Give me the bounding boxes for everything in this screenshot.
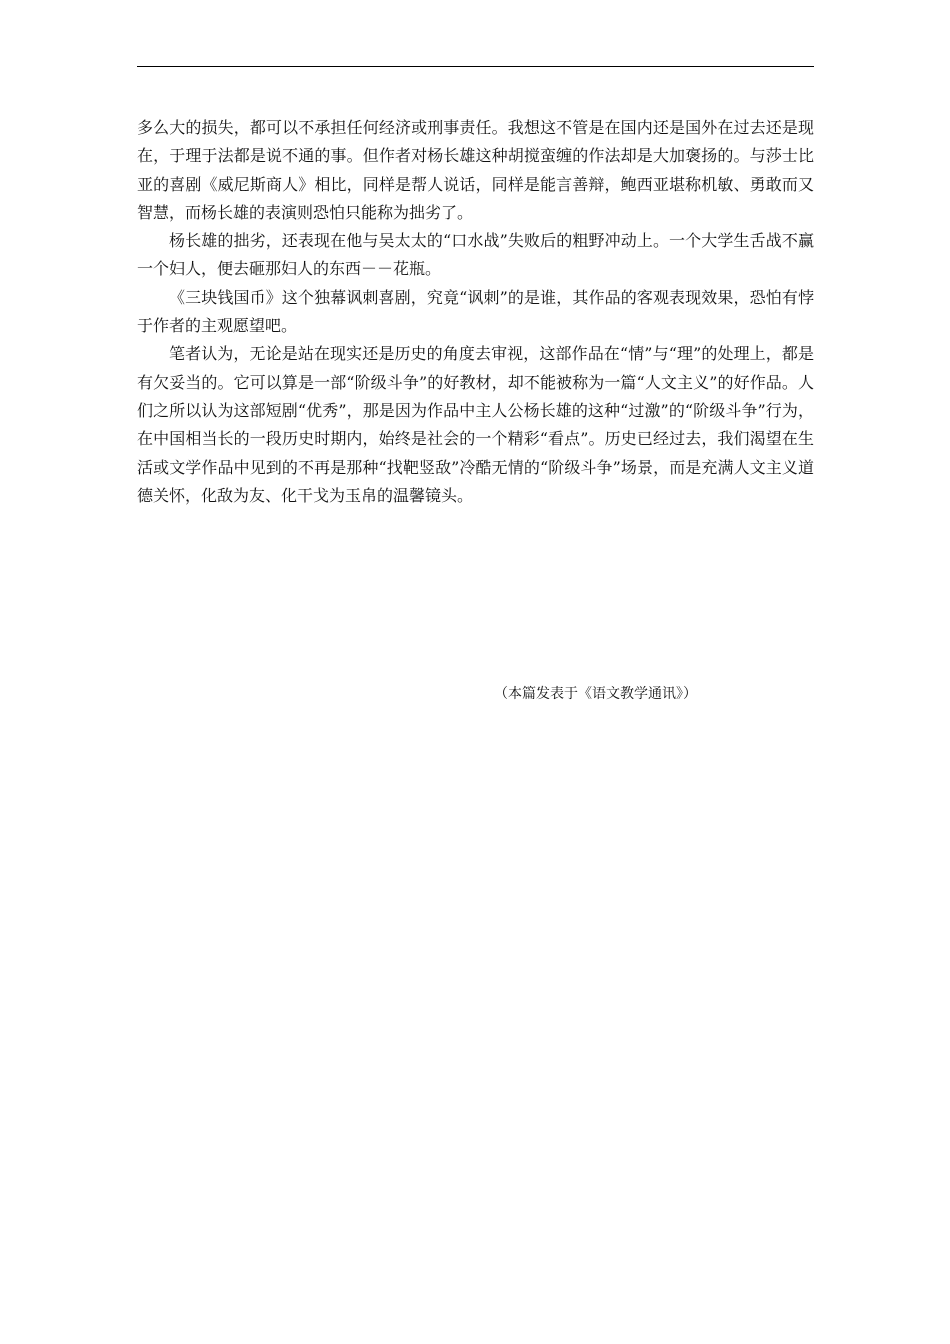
publication-note: （本篇发表于《语文教学通讯》） — [494, 686, 697, 702]
article-body — [137, 114, 814, 510]
paragraph: 杨长雄的拙劣，还表现在他与吴太太的“口水战”失败后的粗野冲动上。一个大学生舌战不赢一个妇人，便去砸那妇人的东西－－花瓶。 — [137, 231, 814, 279]
header-rule — [137, 66, 814, 67]
paragraph-continued: 多么大的损失，都可以不承担任何经济或刑事责任。我想这不管是在国内还是国外在过去还是现在，于理于法都是说不通的事。但作者对杨长雄这种胡搅蛮缠的作法却是大加褒扬的。与莎士比亚的喜剧《威尼斯商人》相比，同样是帮人说话，同样是能言善辩，鲍西亚堪称机敏、勇敢而又智慧，而杨长雄的表演则恐怕只能称为拙劣了。 — [137, 118, 814, 222]
paragraph: 笔者认为，无论是站在现实还是历史的角度去审视，这部作品在“情”与“理”的处理上，都是有欠妥当的。它可以算是一部“阶级斗争”的好教材，却不能被称为一篇“人文主义”的好作品。人们之所以认为这部短剧“优秀”，那是因为作品中主人公杨长雄的这种“过激”的“阶级斗争”行为，在中国相当长的一段历史时期内，始终是社会的一个精彩“看点”。历史已经过去，我们渴望在生活或文学作品中见到的不再是那种“找靶竖敌”冷酷无情的“阶级斗争”场景，而是充满人文主义道德关怀，化敌为友、化干戈为玉帛的温馨镜头。 — [137, 344, 814, 505]
paragraph: 《三块钱国币》这个独幕讽刺喜剧，究竟“讽刺”的是谁，其作品的客观表现效果，恐怕有悖于作者的主观愿望吧。 — [137, 287, 814, 336]
